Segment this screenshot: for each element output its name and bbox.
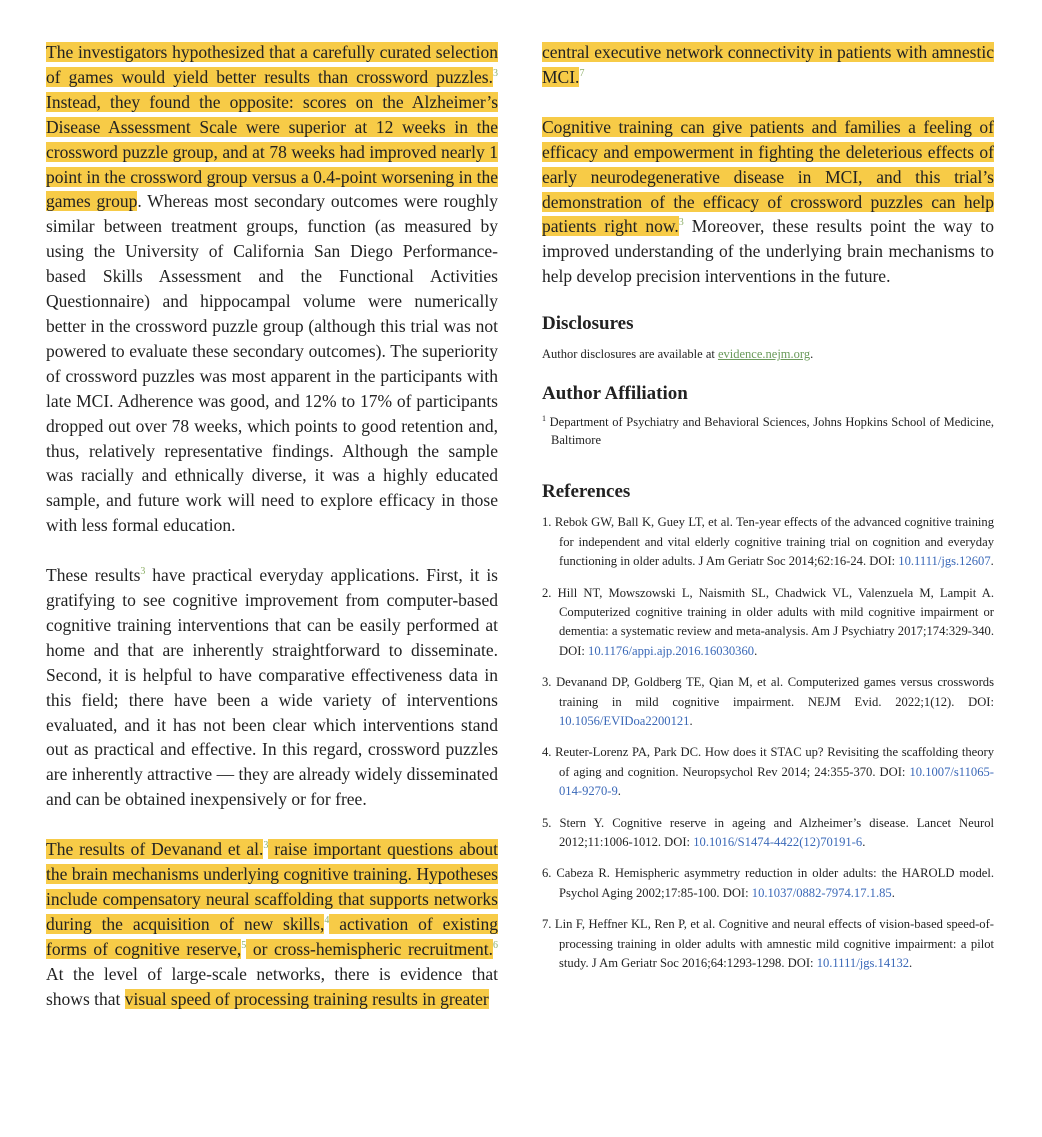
doi-link[interactable]: 10.1037/0882-7974.17.1.85 — [751, 885, 892, 900]
affiliation-heading: Author Affiliation — [542, 383, 688, 405]
paragraph-continuation — [542, 40, 994, 90]
citation-link[interactable]: 5 — [241, 939, 247, 951]
highlight[interactable]: raise important questions about the brain mechanisms underlying cognitive training. Hypotheses include compensatory neural scaffolding that supports networks during the acquisition of new skills, — [46, 839, 498, 934]
citation-link[interactable]: 6 — [493, 939, 498, 951]
doi-link[interactable]: 10.1016/S1474-4422(12)70191-6 — [693, 835, 863, 849]
highlight[interactable]: central executive network connectivity in patients with amnestic MCI. — [542, 42, 994, 87]
highlight[interactable]: visual speed of processing training results in greater — [124, 988, 489, 1009]
paragraph-applications: These results$^3$ have practical everyday applications. First, it is gratifying to see cognitive improvement from computer-based cognitive training interventions that can be easily performed at home and that are inherently straightforward to disseminate. Second, it is helpful to have comparative effectiveness data in this field; there have been a wide variety of interventions evaluated, and it has not been clear which interventions stand out as practical and effective. In this regard, crossword puzzles are inherently attractive — they are already widely disseminated and can be obtained inexpensively or for free. — [46, 565, 498, 810]
reference-item: 6. Cabeza R. Hemispheric asymmetry reduction in older adults: the HAROLD model. Psychol Aging 2002;17:85-100. DOI: 10.1037/0882-7974.17.1.85. — [542, 866, 994, 900]
highlight[interactable]: or cross-hemispheric recruitment. — [246, 938, 493, 959]
citation-link[interactable]: 3 — [493, 68, 498, 80]
reference-item: 3. Devanand DP, Goldberg TE, Qian M, et al. Computerized games versus crosswords training in mild cognitive impairment. NEJM Evid. 2022;1(12). DOI: 10.1056/EVIDoa2200121. — [542, 675, 994, 728]
paragraph-conclusion: Cognitive training can give patients and families a feeling of efficacy and empowerment in fighting the deleterious effects of early neurodegenerative disease in MCI, and this trial’s demonstration of the efficacy of crossword puzzles can help patients right now.$^3$ Moreover, these results point the way to improved understanding of the underlying brain mechanisms to help develop precision interventions in the future. — [542, 116, 994, 287]
highlight[interactable]: Cognitive training can give patients and families a feeling of efficacy and empowerment in fighting the deleterious effects of early neurodegenerative disease in MCI, and this trial’s demonstration of the efficacy of crossword puzzles can help patients right now. — [542, 116, 994, 237]
citation-link[interactable]: 4 — [324, 915, 330, 927]
highlight[interactable]: The investigators hypothesized that a carefully curated selection of games would yield better results than crossword puzzles. — [46, 42, 498, 87]
reference-item: 5. Stern Y. Cognitive reserve in ageing and Alzheimer’s disease. Lancet Neurol 2012;11:1006-1012. DOI: 10.1016/S1474-4422(12)70191-6. — [542, 815, 994, 849]
doi-link[interactable]: 10.1111/jgs.12607 — [898, 554, 991, 569]
reference-item: 7. Lin F, Heffner KL, Ren P, et al. Cognitive and neural effects of vision-based speed-of-processing training in older adults with amnestic mild cognitive impairment: a pilot study. J Am Geriatr Soc 2016;64:1293-1298. DOI: 10.1111/jgs.14132. — [542, 917, 994, 971]
highlight[interactable]: The results of Devanand et al. — [46, 839, 264, 860]
doi-link[interactable]: 10.1007/s11065-014-9270-9 — [559, 764, 994, 799]
right-column — [542, 40, 994, 985]
paragraph-results: The investigators hypothesized that a carefully curated selection of games would yield better results than crossword puzzles.$^3$ Instead, they found the opposite: scores on the Alzheimer’s Disease Assessment Scale were superior at 12 weeks in the crossword puzzle group, and at 78 weeks had improved nearly 1 point in the crossword group versus a 0.4-point worsening in the games group. Whereas most secondary outcomes were roughly similar between treatment groups, function (as measured by using the University of California San Diego Performance-based Skills Assessment and the Functional Activities Questionnaire) and hippocampal volume were numerically better in the crossword puzzle group (although this trial was not powered to evaluate these secondary outcomes). The superiority of crossword puzzles was most apparent in the participants with late MCI. Adherence was good, and 12% to 17% of participants dropped out over 78 weeks, which points to good retention and, thus, relatively representative findings. Although the sample was racially and ethnically diverse, it was a highly educated sample, and future work will need to explore efficacy in those with less formal education. — [46, 42, 498, 536]
disclosures-heading: Disclosures — [542, 313, 634, 335]
citation-link[interactable]: 3 — [678, 217, 684, 229]
paragraph-mechanisms: The results of Devanand et al.$^3$ raise important questions about the brain mechanisms underlying cognitive training. Hypotheses include compensatory neural scaffolding that supports networks during the acquisition of new skills,$^4$ activation of existing forms of cognitive reserve,$^5$ or cross-hemispheric recruitment.$^6$ At the level of large-scale networks, there is evidence that shows that visual speed of processing training results in greater — [46, 839, 498, 1009]
doi-link[interactable]: 10.1111/jgs.14132 — [816, 956, 910, 971]
references-heading: References — [542, 481, 631, 503]
reference-item: 1. Rebok GW, Ball K, Guey LT, et al. Ten-year effects of the advanced cognitive training for independent and vital elderly cognitive training trial on cognition and everyday functioning in older adults. J Am Geriatr Soc 2014;62:16-24. DOI: 10.1111/jgs.12607. — [542, 515, 994, 569]
highlight[interactable]: activation of existing forms of cognitive reserve, — [46, 913, 498, 959]
doi-link[interactable]: 10.1176/appi.ajp.2016.16030360 — [588, 643, 755, 658]
references-list — [542, 513, 994, 973]
reference-item: 4. Reuter-Lorenz PA, Park DC. How does it STAC up? Revisiting the scaffolding theory of aging and cognition. Neuropsychol Rev 2014; 24:355-370. DOI: 10.1007/s11065-014-9270-9. — [542, 745, 994, 799]
affiliation-text: $^1$ Department of Psychiatry and Behavioral Sciences, Johns Hopkins School of Medicine, Baltimore — [542, 414, 994, 448]
doi-link[interactable]: 10.1056/EVIDoa2200121 — [559, 713, 690, 728]
highlight[interactable]: Instead, they found the opposite: scores on the Alzheimer’s Disease Assessment Scale were superior at 12 weeks in the crossword puzzle group, and at 78 weeks had improved nearly 1 point in the crossword group versus a 0.4-point worsening in the games group — [46, 91, 498, 212]
disclosures-link[interactable]: evidence.nejm.org — [717, 347, 811, 362]
disclosures-text: Author disclosures are available at evidence.nejm.org. — [542, 347, 814, 362]
citation-link[interactable]: 3 — [140, 566, 146, 578]
citation-link[interactable]: 3 — [263, 840, 269, 852]
citation-link[interactable]: 7 — [579, 68, 585, 80]
reference-item: 2. Hill NT, Mowszowski L, Naismith SL, Chadwick VL, Valenzuela M, Lampit A. Computerized cognitive training in older adults with mild cognitive impairment or dementia: a systematic review and meta-analysis. Am J Psychiatry 2017;174:329-340. DOI: 10.1176/appi.ajp.2016.16030360. — [542, 585, 994, 658]
left-column — [46, 40, 498, 1012]
